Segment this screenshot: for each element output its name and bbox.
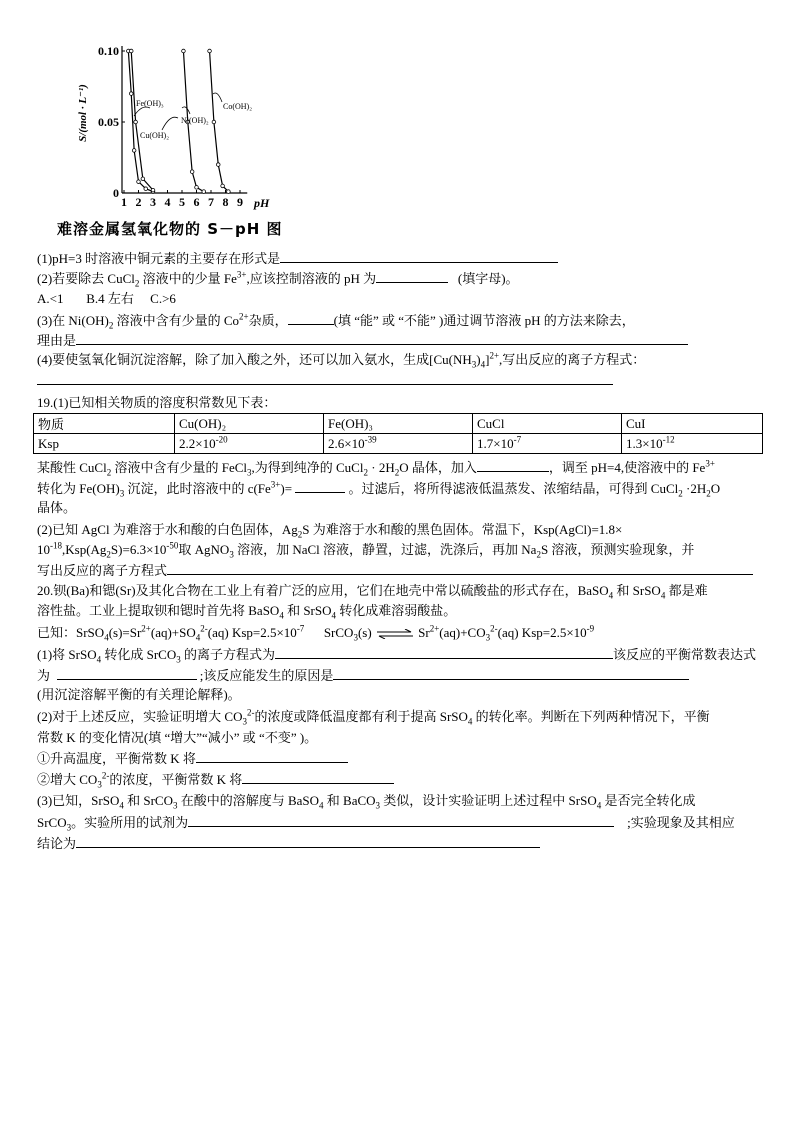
t: 2+ — [429, 623, 440, 634]
table-header-cell: CuCl — [473, 414, 622, 434]
t: 4 — [104, 632, 109, 643]
t: 和 SrCO — [123, 793, 173, 808]
t: ;该反应能发生的原因是 — [199, 668, 334, 683]
q18-p1-text: (1)pH=3 时溶液中铜元素的主要存在形式是 — [37, 251, 281, 266]
t: -12 — [662, 434, 675, 445]
t: 3 — [176, 654, 181, 665]
q20-known — [37, 624, 594, 642]
t: 转化成 SrCO — [101, 647, 177, 662]
data-point — [212, 120, 216, 124]
t: ,应该控制溶液的 pH 为 — [246, 271, 377, 286]
t: ,写出反应的离子方程式： — [499, 352, 646, 367]
t: 4 — [279, 610, 284, 621]
t: 4 — [119, 800, 124, 811]
t: 转化成难溶弱酸盐。 — [336, 603, 457, 618]
q18-reason-blank[interactable] — [76, 331, 688, 345]
data-point — [221, 184, 225, 188]
t: 3 — [172, 800, 178, 811]
t: (3)已知，SrSO — [37, 793, 120, 808]
q20-p1-blank-a[interactable] — [275, 645, 613, 659]
t: -39 — [364, 434, 377, 445]
t: (aq) Ksp=2.5×10 — [497, 625, 587, 640]
t: 3 — [242, 716, 247, 727]
t: 2 — [678, 488, 683, 499]
t: 3+ — [705, 458, 715, 469]
q19-p2-line3 — [37, 561, 753, 580]
table-row — [34, 434, 763, 454]
t: 已知：SrSO — [37, 625, 105, 640]
t: )= — [280, 481, 293, 496]
y-tick-label: 0 — [113, 186, 119, 200]
x-tick-label: 8 — [222, 195, 229, 209]
option-a: A.<1 — [37, 291, 64, 306]
t: S 为难溶于水和酸的黑色固体。常温下，Ksp(AgCl)=1.8× — [302, 522, 623, 537]
q20-p1-blank-c[interactable] — [333, 666, 689, 680]
t: 某酸性 CuCl — [37, 460, 107, 475]
t: 。实验所用的试剂为 — [71, 815, 189, 830]
t: 2 — [363, 467, 368, 478]
q20-p1-blank-b[interactable] — [57, 666, 197, 680]
q20-p1-line3: (用沉淀溶解平衡的有关理论解释)。 — [37, 687, 241, 702]
q19-p1-blank-b[interactable] — [295, 479, 345, 493]
t: 溶液，加 NaCl 溶液，静置，过滤，洗涤后，再加 Na — [233, 542, 537, 557]
t: (aq)+SO — [150, 625, 196, 640]
q18-options — [37, 290, 176, 308]
data-point — [190, 170, 194, 174]
q19-p2-line1 — [37, 521, 622, 539]
t: SrCO — [37, 815, 67, 830]
x-tick-label: 9 — [237, 195, 243, 209]
t: 2- — [246, 707, 255, 718]
q20-intro-line2 — [37, 602, 456, 620]
t: 理由是 — [37, 333, 77, 348]
chart-series-labels — [134, 93, 252, 140]
data-point — [227, 190, 231, 194]
x-tick-label: 1 — [121, 195, 127, 209]
t: 3 — [247, 467, 252, 478]
t: ①升高温度，平衡常数 K 将 — [37, 751, 196, 766]
x-axis-label: pH — [254, 196, 270, 210]
q20-p3-line2 — [37, 813, 735, 832]
data-point — [151, 188, 155, 192]
q20-p3-line3 — [37, 834, 540, 853]
t: (2)已知 AgCl 为难溶于水和酸的白色固体，Ag — [37, 522, 298, 537]
t: S 溶液，预测实验现象，并 — [540, 542, 695, 557]
data-point — [216, 163, 220, 167]
t: 。过滤后，将所得滤液低温蒸发、浓缩结晶，可得到 CuCl — [348, 481, 679, 496]
q20-p3-line1 — [37, 792, 696, 810]
q19-p1-line1 — [37, 458, 715, 477]
data-point — [137, 180, 141, 184]
t: ,Ksp(Ag — [62, 542, 107, 557]
q20-p3-blank-a[interactable] — [188, 813, 614, 827]
t: (2)对于上述反应，实验证明增大 CO — [37, 709, 243, 724]
y-axis-label: S/(mol · L⁻¹) — [77, 84, 89, 142]
table-cell — [473, 434, 622, 454]
q20-p2-line3 — [37, 749, 348, 768]
x-tick-label: 7 — [208, 195, 214, 209]
t: (1)将 SrSO — [37, 647, 97, 662]
q18-p2-blank[interactable] — [376, 269, 448, 283]
t: 3 — [471, 359, 477, 370]
t: 2 — [394, 467, 400, 478]
t: 溶性盐。工业上提取钡和锶时首先将 BaSO — [37, 603, 280, 618]
t: 为 — [37, 668, 51, 683]
series-label: Fe(OH)₃ — [136, 99, 164, 108]
data-point — [129, 49, 133, 53]
t: S)=6.3×10 — [110, 542, 167, 557]
t: SrCO — [323, 625, 354, 640]
t: 3 — [66, 822, 72, 833]
q20-p2-line2: 常数 K 的变化情况(填 “增大”“减小” 或 “不变” )。 — [37, 730, 318, 745]
q19-p1-blank-a[interactable] — [477, 458, 549, 472]
q20-p2-line1 — [37, 708, 710, 726]
t: (s) — [357, 625, 372, 640]
t: 的浓度，平衡常数 K 将 — [109, 772, 243, 787]
t: ) — [476, 352, 481, 367]
x-tick-label: 2 — [135, 195, 142, 209]
t: ,为得到纯净的 CuCl — [251, 460, 364, 475]
t: 4 — [608, 590, 614, 601]
t: 是否完全转化成 — [601, 793, 696, 808]
t: 该反应的平衡常数表达式 — [612, 647, 756, 662]
t: 2 — [536, 549, 541, 560]
option-c: C.>6 — [150, 291, 176, 306]
t: Sr — [418, 625, 430, 640]
t: 溶液中含有少量的 FeCl — [111, 460, 248, 475]
t: 溶液中含有少量的 Co — [113, 313, 240, 328]
t: 2 — [108, 320, 114, 331]
t: 写出反应的离子方程式 — [37, 563, 168, 578]
table-header-cell: 物质 — [34, 414, 175, 434]
q19-p2-line2 — [37, 541, 694, 559]
t: 2+ — [141, 623, 151, 634]
q20-p3-blank-b[interactable] — [76, 834, 540, 848]
table-cell — [324, 434, 473, 454]
q18-p4-blank[interactable] — [37, 371, 613, 385]
t: 都是难 — [665, 583, 708, 598]
t: 2- — [101, 770, 110, 781]
t: (填 “能” 或 “不能” )通过调节溶液 pH 的方法来除去， — [333, 313, 635, 328]
t: 2- — [490, 623, 498, 634]
q20-p2-blank-b[interactable] — [242, 770, 394, 784]
q20-p1-line1 — [37, 645, 756, 664]
y-tick-label: 0.05 — [98, 115, 119, 129]
t: 4 — [596, 800, 602, 811]
t: 1.3×10 — [626, 435, 663, 451]
chart-caption: 难溶金属氢氧化物的 S－pH 图 — [57, 220, 283, 238]
t: 2+ — [239, 311, 249, 322]
data-point — [208, 49, 212, 53]
t: 2+ — [489, 350, 500, 361]
t: ，调至 pH=4,使溶液中的 Fe — [548, 460, 706, 475]
t: ②增大 CO — [37, 772, 98, 787]
t: (aq)+CO — [439, 625, 486, 640]
q20-p1-line2 — [37, 666, 689, 685]
t: ·2H — [682, 481, 707, 496]
t: -20 — [215, 434, 228, 445]
t: 4 — [319, 800, 324, 811]
t: 和 SrSO — [283, 603, 332, 618]
t: 2.6×10 — [328, 435, 365, 451]
q20-intro-line1 — [37, 582, 708, 600]
t: -18 — [50, 540, 62, 551]
table-header-cell: Cu(OH)₂ — [175, 414, 324, 434]
series-label: Cu(OH)₂ — [140, 131, 170, 140]
data-point — [134, 120, 138, 124]
t: -7 — [296, 623, 305, 634]
t: 3 — [97, 779, 102, 790]
table-cell — [622, 434, 763, 454]
t: 结论为 — [37, 836, 77, 851]
q18-part3 — [37, 311, 635, 330]
t: 1.7×10 — [477, 435, 514, 451]
chart-series — [127, 49, 231, 193]
t: 3 — [353, 632, 358, 643]
option-b: B.4 左右 — [86, 291, 134, 306]
data-point — [144, 187, 148, 191]
t: -50 — [166, 540, 179, 551]
table-cell: Ksp — [34, 434, 175, 454]
t: 在酸中的溶解度与 BaSO — [177, 793, 320, 808]
q18-part4-answer — [37, 371, 613, 390]
q20-p2-line4 — [37, 770, 394, 789]
t: 溶液中的少量 Fe — [139, 271, 237, 286]
t: 杂质， — [248, 313, 288, 328]
t: 取 AgNO — [178, 542, 230, 557]
pointer-line — [213, 93, 222, 102]
t: (2)若要除去 CuCl — [37, 271, 135, 286]
t: 3+ — [236, 269, 247, 280]
t: 4 — [480, 359, 486, 370]
t: 和 SrSO — [613, 583, 661, 598]
x-tick-label: 4 — [164, 195, 171, 209]
t: 2 — [706, 488, 711, 499]
t: 4 — [96, 654, 102, 665]
t: 的浓度或降低温度都有利于提高 SrSO — [254, 709, 468, 724]
t: 沉淀，此时溶液中的 c(Fe — [124, 481, 271, 496]
t: (4)要使氢氧化铜沉淀溶解，除了加入酸之外，还可以加入氨水，生成[Cu(NH — [37, 352, 472, 367]
t: 类似，设计实验证明上述过程中 SrSO — [380, 793, 597, 808]
t: 的离子方程式为 — [180, 647, 275, 662]
data-point — [129, 92, 133, 96]
x-tick-label: 6 — [193, 195, 200, 209]
table-cell — [175, 434, 324, 454]
t: 10 — [37, 542, 50, 557]
equilibrium-arrow-icon — [375, 629, 415, 639]
y-tick-label: 0.10 — [98, 44, 119, 58]
s-ph-chart — [70, 38, 300, 213]
data-point — [132, 149, 136, 153]
t: 和 BaCO — [323, 793, 376, 808]
t: (填字母)。 — [457, 271, 519, 286]
data-point — [202, 190, 206, 194]
q18-part3-reason — [37, 331, 688, 350]
q18-part4 — [37, 351, 645, 369]
t: 3 — [375, 800, 381, 811]
pointer-line — [182, 107, 190, 114]
t: 2 — [134, 278, 140, 289]
q19-intro: 19.(1)已知相关物质的溶度积常数见下表： — [37, 395, 277, 410]
series-label: Ni(OH)₂ — [181, 116, 209, 125]
t: (s)=Sr — [108, 625, 142, 640]
t: 3+ — [270, 479, 281, 490]
t: 2 — [106, 467, 112, 478]
t: 转化为 Fe(OH) — [37, 481, 120, 496]
x-tick-label: 3 — [150, 195, 156, 209]
q19-p2-blank[interactable] — [167, 561, 753, 575]
t: 4 — [467, 716, 473, 727]
t: 4 — [195, 632, 201, 643]
ksp-table — [33, 413, 763, 454]
t: (aq) Ksp=2.5×10 — [207, 625, 297, 640]
q19-p1-line2 — [37, 479, 720, 498]
table-header-cell: CuI — [622, 414, 763, 434]
table-header-cell: Fe(OH)₃ — [324, 414, 473, 434]
pointer-line — [134, 107, 150, 116]
pointer-line — [162, 117, 178, 130]
q18-part1 — [37, 249, 558, 268]
data-point — [141, 177, 145, 181]
q18-p3-blank[interactable] — [288, 311, 334, 325]
t: 3 — [229, 549, 234, 560]
t: 2 — [106, 549, 111, 560]
t: 4 — [331, 610, 336, 621]
t: 的转化率。判断在下列两种情况下，平衡 — [472, 709, 710, 724]
t: -9 — [586, 623, 595, 634]
q19-p1-line3: 晶体。 — [37, 500, 77, 515]
q18-p1-blank[interactable] — [280, 249, 558, 263]
t: ;实验现象及其相应 — [627, 815, 735, 830]
t: · 2H — [367, 460, 395, 475]
q20-p2-blank-a[interactable] — [196, 749, 348, 763]
series-label: Co(OH)₂ — [223, 102, 253, 111]
t: 2- — [200, 623, 208, 634]
data-point — [195, 186, 199, 190]
t: -7 — [513, 434, 522, 445]
t: 3 — [485, 632, 491, 643]
t: ] — [485, 352, 490, 367]
t: 20.钡(Ba)和锶(Sr)及其化合物在工业上有着广泛的应用，它们在地壳中常以硫酸盐的形式存在，BaSO — [37, 583, 609, 598]
x-tick-label: 5 — [179, 195, 185, 209]
t: (3)在 Ni(OH) — [37, 313, 109, 328]
q18-part2 — [37, 269, 519, 288]
t: 2.2×10 — [179, 435, 216, 451]
t: O 晶体，加入 — [399, 460, 477, 475]
t: 2 — [297, 529, 303, 540]
t: 3 — [119, 488, 125, 499]
t: 4 — [660, 590, 666, 601]
data-point — [182, 49, 186, 53]
table-row — [34, 414, 763, 434]
t: O — [710, 481, 721, 496]
